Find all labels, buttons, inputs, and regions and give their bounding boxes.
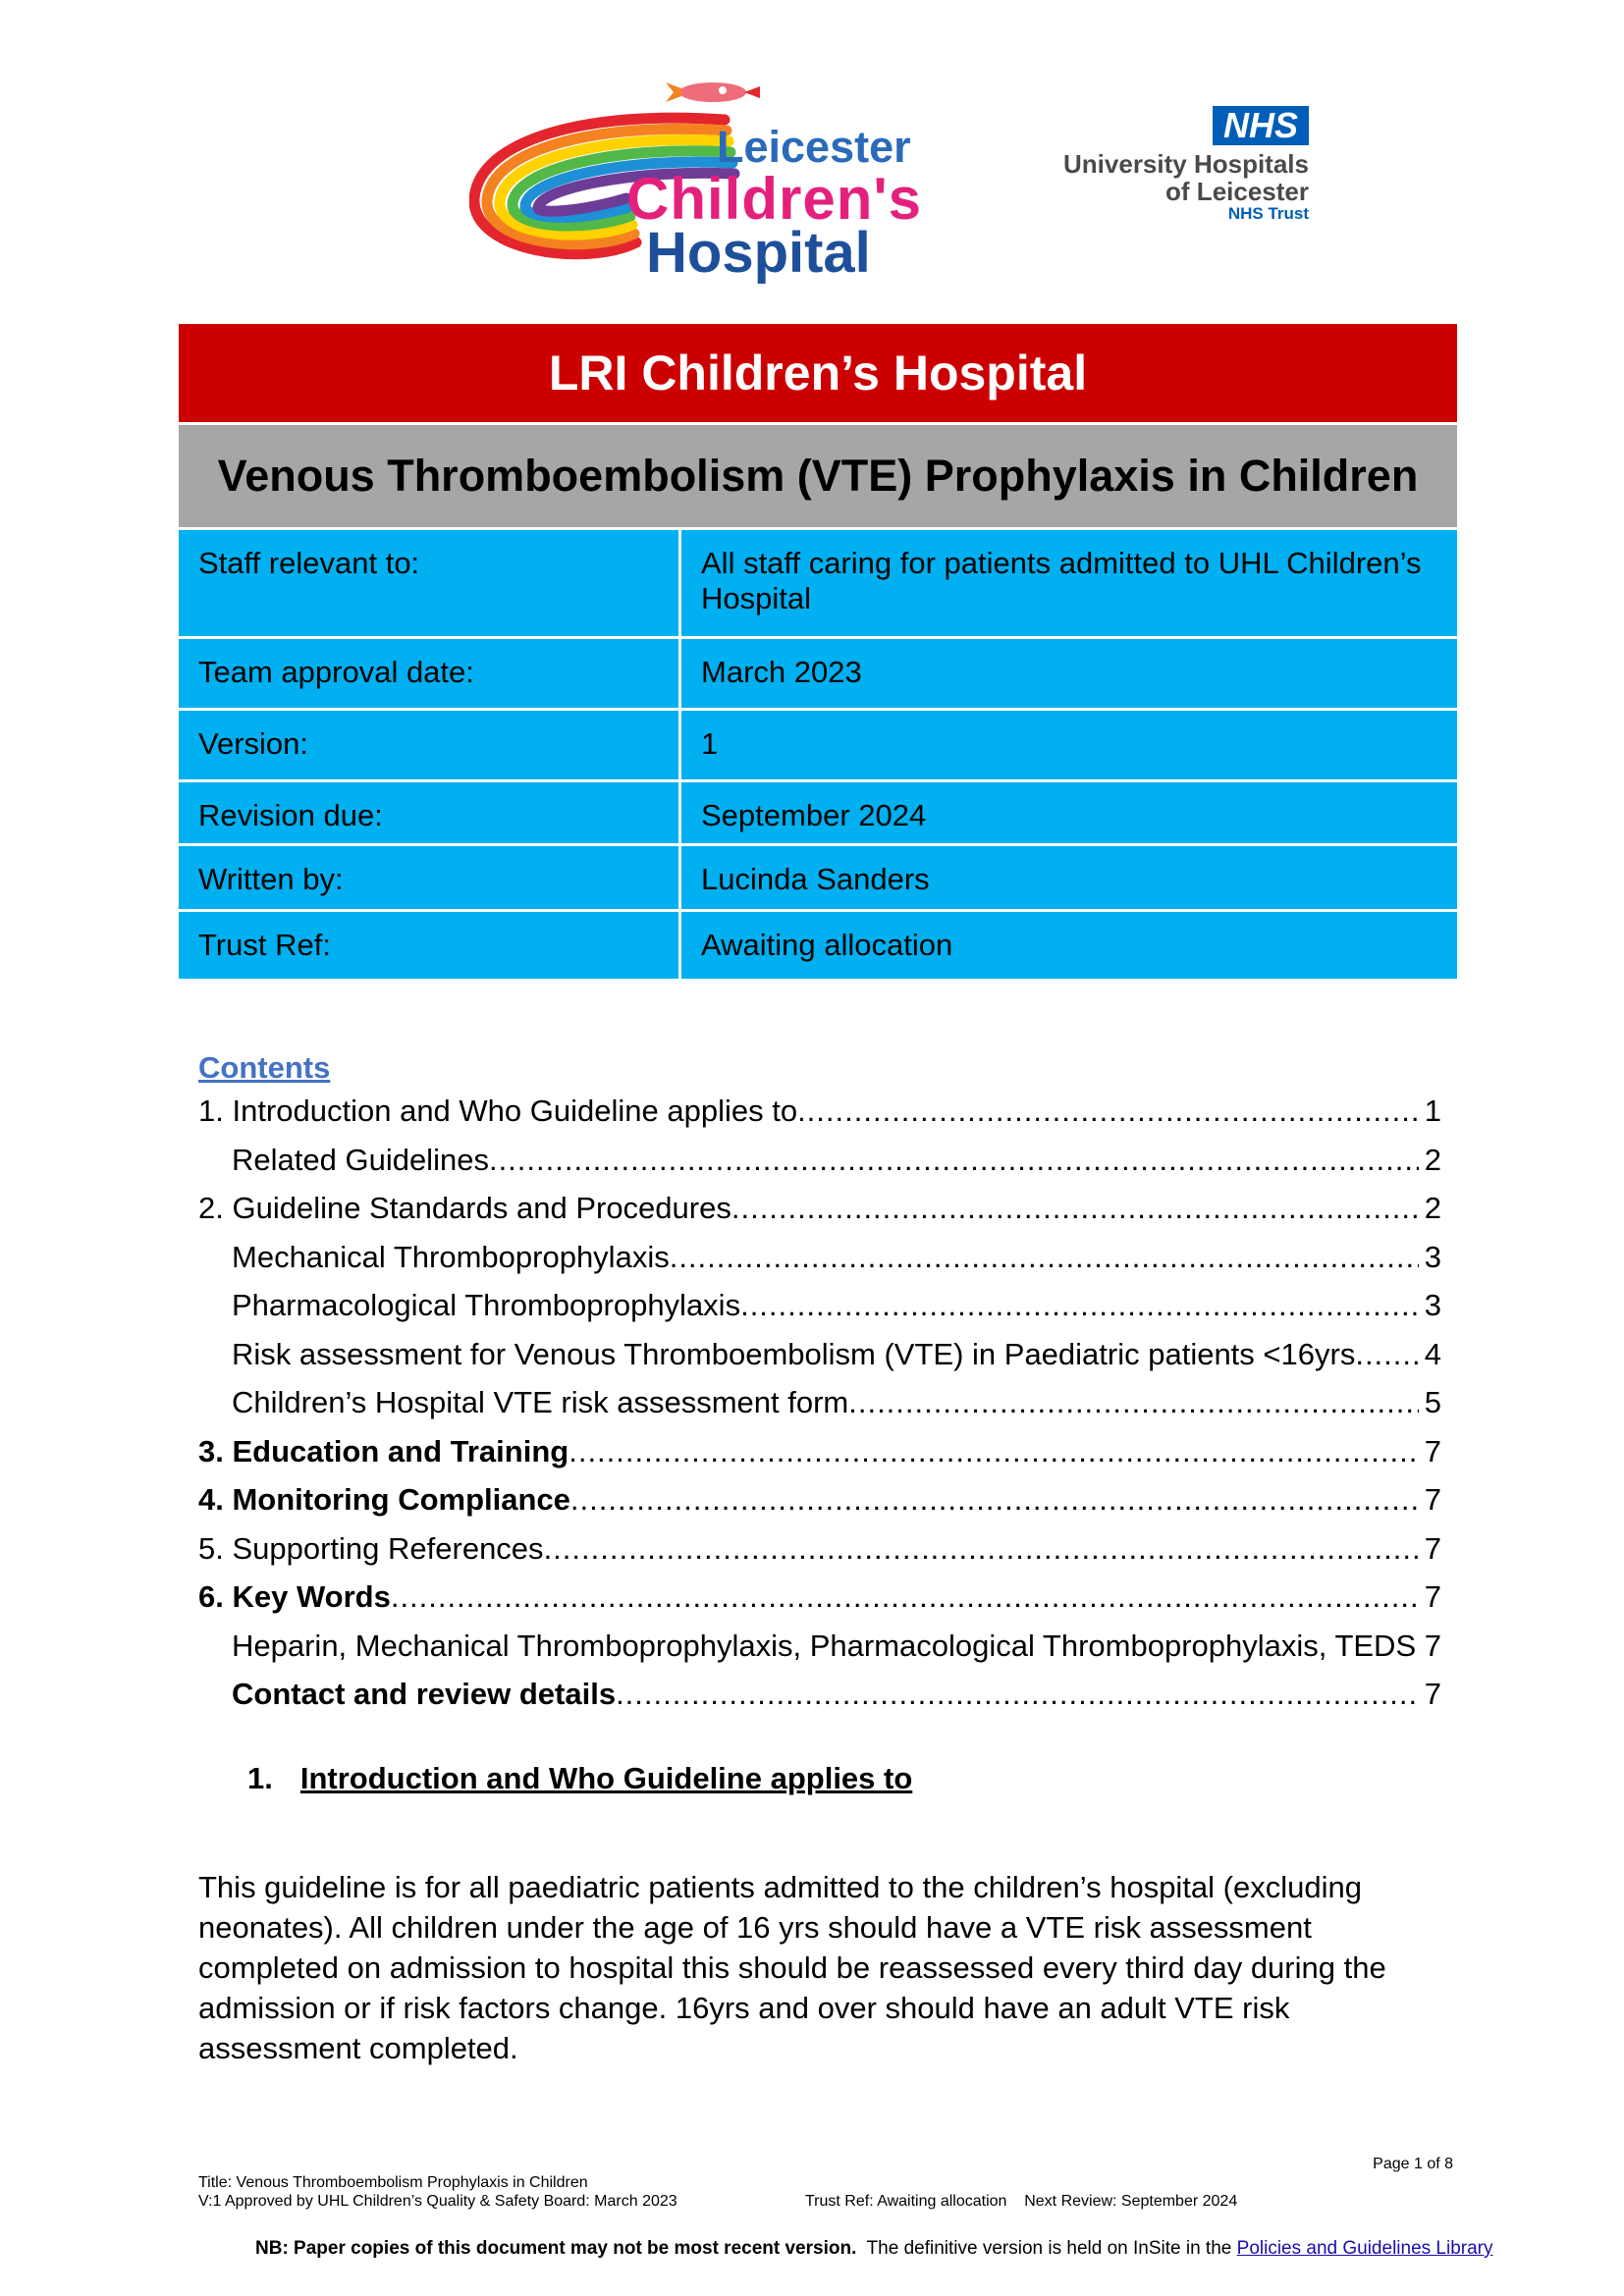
- meta-value: September 2024: [701, 798, 927, 832]
- toc-entry-page: 3: [1424, 1240, 1441, 1274]
- meta-value: 1: [701, 726, 719, 761]
- toc-entry[interactable]: [198, 1529, 1441, 1569]
- meta-value: All staff caring for patients admitted to UHL Children’s Hospital: [701, 546, 1422, 615]
- meta-value: Lucinda Sanders: [701, 862, 930, 896]
- toc-entry-text: Mechanical Thromboprophylaxis: [232, 1240, 670, 1274]
- toc-entry-page: 1: [1424, 1094, 1441, 1128]
- section-number: 1.: [247, 1761, 273, 1795]
- footer-note-text: The definitive version is held on InSite in the: [866, 2238, 1232, 2259]
- toc-entry[interactable]: [198, 1189, 1441, 1228]
- logo-text-childrens: Children's: [626, 166, 922, 232]
- toc-entry[interactable]: [198, 1577, 1441, 1617]
- meta-value: March 2023: [701, 655, 862, 689]
- meta-value: Awaiting allocation: [701, 928, 953, 962]
- toc-entry-page: 7: [1424, 1579, 1441, 1614]
- toc-entry-text: 5. Supporting References: [198, 1531, 544, 1566]
- meta-row-revision: [179, 779, 1457, 843]
- section-1-heading: [247, 1761, 912, 1796]
- meta-label: Revision due:: [179, 782, 681, 843]
- document-title: Venous Thromboembolism (VTE) Prophylaxis in Children: [179, 422, 1457, 527]
- logo-text-leicester: Leicester: [717, 122, 911, 172]
- meta-label: Written by:: [179, 846, 681, 909]
- footer-approval: V:1 Approved by UHL Children’s Quality & Safety Board: March 2023: [198, 2193, 677, 2210]
- toc-entry[interactable]: [232, 1627, 1441, 1666]
- meta-row-staff: [179, 527, 1457, 636]
- footer-note-bold: NB: Paper copies of this document may not be most recent version.: [255, 2238, 857, 2259]
- meta-label: Trust Ref:: [179, 912, 681, 979]
- footer-trust-ref: [805, 2193, 1237, 2211]
- toc-entry-page: 5: [1424, 1385, 1441, 1419]
- toc-entry-page: 4: [1424, 1337, 1441, 1371]
- toc-entry[interactable]: [232, 1141, 1441, 1180]
- hospital-title: LRI Children’s Hospital: [179, 324, 1457, 422]
- toc-entry-text: 4. Monitoring Compliance: [198, 1482, 570, 1517]
- leicester-childrens-hospital-logo: [469, 71, 931, 285]
- nhs-logo-line1: University Hospitals: [1063, 149, 1309, 179]
- toc-entry-page: 7: [1424, 1531, 1441, 1566]
- toc-entry-page: 2: [1424, 1191, 1441, 1225]
- footer-title: Title: Venous Thromboembolism Prophylaxis in Children: [198, 2174, 588, 2191]
- toc-entry[interactable]: [232, 1383, 1441, 1422]
- meta-row-author: [179, 843, 1457, 909]
- toc-entry-page: 7: [1424, 1677, 1441, 1711]
- footer-note: [255, 2238, 1493, 2260]
- contents-heading[interactable]: Contents: [198, 1050, 331, 1085]
- toc-entry-text: Related Guidelines: [232, 1143, 489, 1177]
- toc-entry[interactable]: [198, 1480, 1441, 1520]
- toc-entry-text: 1. Introduction and Who Guideline applies to: [198, 1094, 798, 1128]
- nhs-badge: NHS: [1213, 106, 1309, 145]
- page-number: Page 1 of 8: [1373, 2156, 1453, 2172]
- toc-entry[interactable]: [198, 1092, 1441, 1131]
- toc-entry[interactable]: [232, 1286, 1441, 1325]
- footer-trust-ref-text: Trust Ref: Awaiting allocation: [805, 2193, 1007, 2210]
- policies-library-link[interactable]: Policies and Guidelines Library: [1236, 2238, 1493, 2259]
- meta-label: Version:: [179, 711, 681, 779]
- toc-entry-text: 2. Guideline Standards and Procedures: [198, 1191, 731, 1225]
- toc-entry-page: 2: [1424, 1143, 1441, 1177]
- meta-row-approval: [179, 636, 1457, 708]
- nhs-logo-line3: NHS Trust: [1227, 204, 1309, 223]
- meta-row-version: [179, 708, 1457, 779]
- meta-label: Team approval date:: [179, 639, 681, 708]
- toc-entry-page: 7: [1424, 1434, 1441, 1468]
- nhs-logo-line2: of Leicester: [1165, 177, 1309, 206]
- footer-next-review: Next Review: September 2024: [1024, 2193, 1238, 2210]
- meta-row-trust-ref: [179, 909, 1457, 979]
- toc-entry-text: Children’s Hospital VTE risk assessment form: [232, 1385, 849, 1419]
- logo-text-hospital: Hospital: [646, 221, 871, 285]
- toc-entry-page: 3: [1424, 1288, 1441, 1322]
- toc-entry[interactable]: [232, 1238, 1441, 1277]
- toc-entry-text: Heparin, Mechanical Thromboprophylaxis, Pharmacological Thromboprophylaxis, TEDS: [232, 1629, 1417, 1663]
- toc-entry-text: Risk assessment for Venous Thromboembolism (VTE) in Paediatric patients <16yrs: [232, 1337, 1356, 1371]
- toc-entry-text: 3. Education and Training: [198, 1434, 569, 1468]
- toc-entry-page: 7: [1424, 1629, 1441, 1663]
- intro-paragraph: This guideline is for all paediatric patients admitted to the children’s hospital (excluding neonates). All children under the age of 16 yrs should have a VTE risk assessment completed on admission to hospital this should be reassessed every third day during the admission or if risk factors change. 16yrs and over should have an adult VTE risk assessment completed.: [198, 1870, 1386, 2065]
- toc-entry-page: 7: [1424, 1482, 1441, 1517]
- toc-entry[interactable]: [232, 1675, 1441, 1714]
- toc-entry-text: 6. Key Words: [198, 1579, 391, 1614]
- toc-entry[interactable]: [232, 1335, 1441, 1374]
- meta-label: Staff relevant to:: [179, 530, 681, 636]
- nhs-trust-logo: [1051, 106, 1316, 229]
- toc-entry-text: Contact and review details: [232, 1677, 617, 1711]
- section-title: Introduction and Who Guideline applies to: [299, 1761, 913, 1795]
- toc-entry[interactable]: [198, 1432, 1441, 1471]
- toc-entry-text: Pharmacological Thromboprophylaxis: [232, 1288, 741, 1322]
- document-header-table: [179, 324, 1457, 979]
